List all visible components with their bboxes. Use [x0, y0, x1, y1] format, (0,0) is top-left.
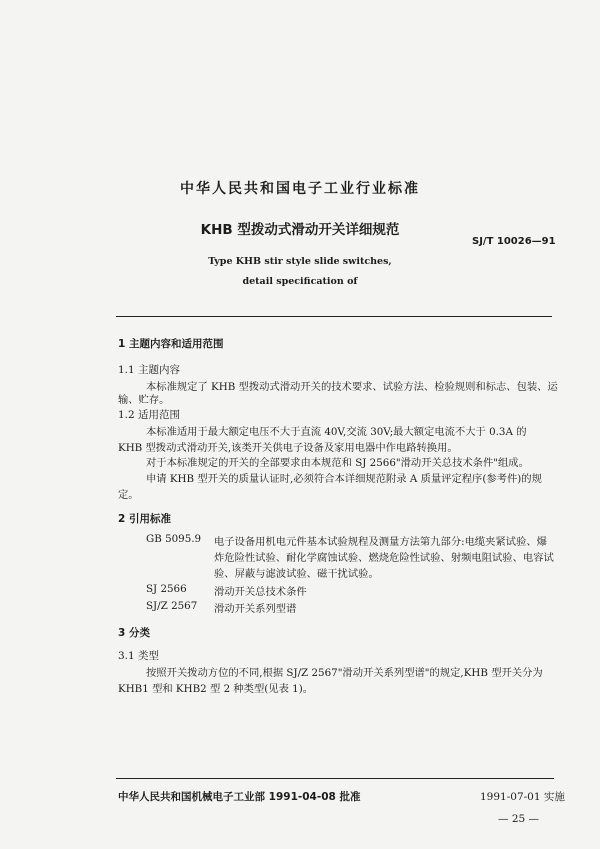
section-1-1-para-line2: 输、贮存。	[118, 394, 170, 406]
section-3-1-heading: 3.1 类型	[118, 650, 160, 662]
section-3-1-para-line1: 按照开关拨动方位的不同,根据 SJ/Z 2567"滑动开关系列型谱"的规定,KHB 型开关分为	[146, 667, 543, 679]
reference-1-text-line1: 电子设备用机电元件基本试验规程及测量方法第九部分:电缆夹紧试验、爆	[214, 536, 547, 548]
header-divider	[116, 316, 552, 317]
section-3-heading: 3 分类	[118, 627, 150, 639]
section-1-2-para3-line2: 定。	[118, 489, 139, 501]
reference-1-text-line3: 验、屏蔽与滤波试验、磁干扰试验。	[214, 568, 379, 580]
section-2-heading: 2 引用标准	[118, 513, 171, 525]
reference-1-text-line2: 炸危险性试验、耐化学腐蚀试验、燃烧危险性试验、射频电阻试验、电容试	[214, 552, 554, 564]
section-1-2-para1-line2: KHB 型拨动式滑动开关,该类开关供电子设备及家用电器中作电路转换用。	[118, 442, 458, 454]
section-1-2-heading: 1.2 适用范围	[118, 409, 181, 421]
document-title-cn: KHB 型拨动式滑动开关详细规范	[200, 222, 400, 238]
standard-number: SJ/T 10026—91	[472, 236, 556, 247]
footer-divider	[116, 778, 554, 779]
implementation-date: 1991-07-01 实施	[480, 791, 565, 803]
reference-2-text: 滑动开关总技术条件	[214, 586, 307, 598]
document-title-en-line2: detail specification of	[242, 276, 358, 287]
section-1-2-para1-line1: 本标准适用于最大额定电压不大于直流 40V,交流 30V;最大额定电流不大于 0.3A 的	[146, 426, 527, 438]
section-1-1-heading: 1.1 主题内容	[118, 364, 181, 376]
section-1-1-para-line1: 本标准规定了 KHB 型拨动式滑动开关的技术要求、试验方法、检验规则和标志、包装、运	[146, 381, 558, 393]
issuing-authority: 中华人民共和国机械电子工业部 1991-04-08 批准	[118, 791, 361, 803]
section-1-2-para3-line1: 申请 KHB 型开关的质量认证时,必须符合本详细规范附录 A 质量评定程序(参考件)的规	[146, 473, 542, 485]
section-1-heading: 1 主题内容和适用范围	[118, 338, 224, 350]
section-3-1-para-line2: KHB1 型和 KHB2 型 2 种类型(见表 1)。	[118, 683, 314, 695]
org-standard-title: 中华人民共和国电子工业行业标准	[180, 181, 420, 197]
reference-2-code: SJ 2566	[146, 583, 187, 595]
reference-3-text: 滑动开关系列型谱	[214, 603, 297, 615]
reference-3-code: SJ/Z 2567	[146, 600, 198, 612]
reference-1-code: GB 5095.9	[146, 533, 202, 545]
page-number: — 25 —	[498, 813, 540, 825]
document-title-en-line1: Type KHB stir style slide switches,	[208, 256, 392, 267]
section-1-2-para2: 对于本标准规定的开关的全部要求由本规范和 SJ 2566"滑动开关总技术条件"组成。	[146, 457, 529, 469]
